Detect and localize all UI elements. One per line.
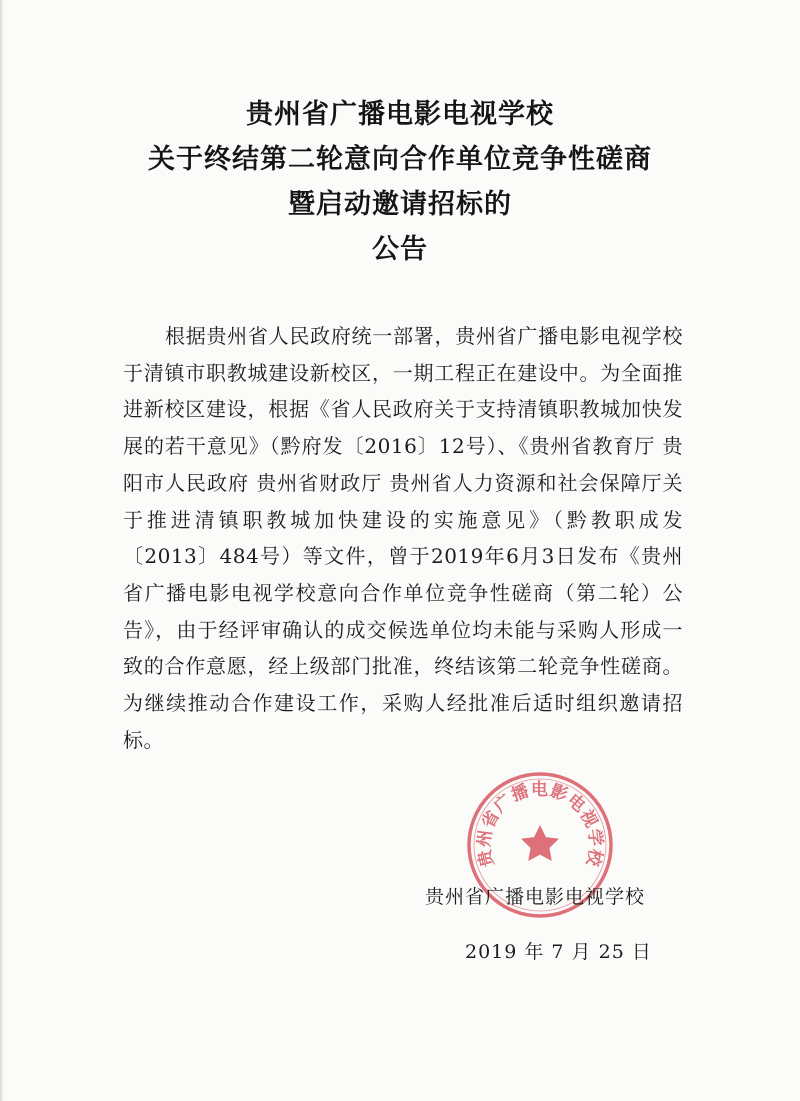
signature-date: 2019 年 7 月 25 日 (465, 941, 652, 963)
title-line-3: 暨启动邀请招标的 (288, 189, 512, 220)
title-line-2: 关于终结第二轮意向合作单位竞争性磋商 (148, 144, 652, 175)
document-title (0, 92, 800, 272)
seal-text: 贵州省广播电影电视学校 (474, 779, 606, 869)
signature-organization: 贵州省广播电影电视学校 (425, 886, 646, 908)
announcement-body: 根据贵州省人民政府统一部署，贵州省广播电影电视学校于清镇市职教城建设新校区，一期工程正在建设中。为全面推进新校区建设，根据《省人民政府关于支持清镇职教城加快发展的若干意见》（黔府发〔2016〕12号）、《贵州省教育厅 贵阳市人民政府 贵州省财政厅 贵州省人力资源和社会保障厅关于推进清镇职教城加快建设的实施意见》（黔教职成发〔2013〕484号）等文件，曾于2019年6月3日发布《贵州省广播电影电视学校意向合作单位竞争性磋商（第二轮）公告》，由于经评审确认的成交候选单位均未能与采购人形成一致的合作意愿，经上级部门批准，终结该第二轮竞争性磋商。为继续推动合作建设工作，采购人经批准后适时组织邀请招标。 (123, 324, 683, 752)
title-line-4: 公告 (372, 234, 428, 265)
title-line-1: 贵州省广播电影电视学校 (246, 99, 554, 130)
